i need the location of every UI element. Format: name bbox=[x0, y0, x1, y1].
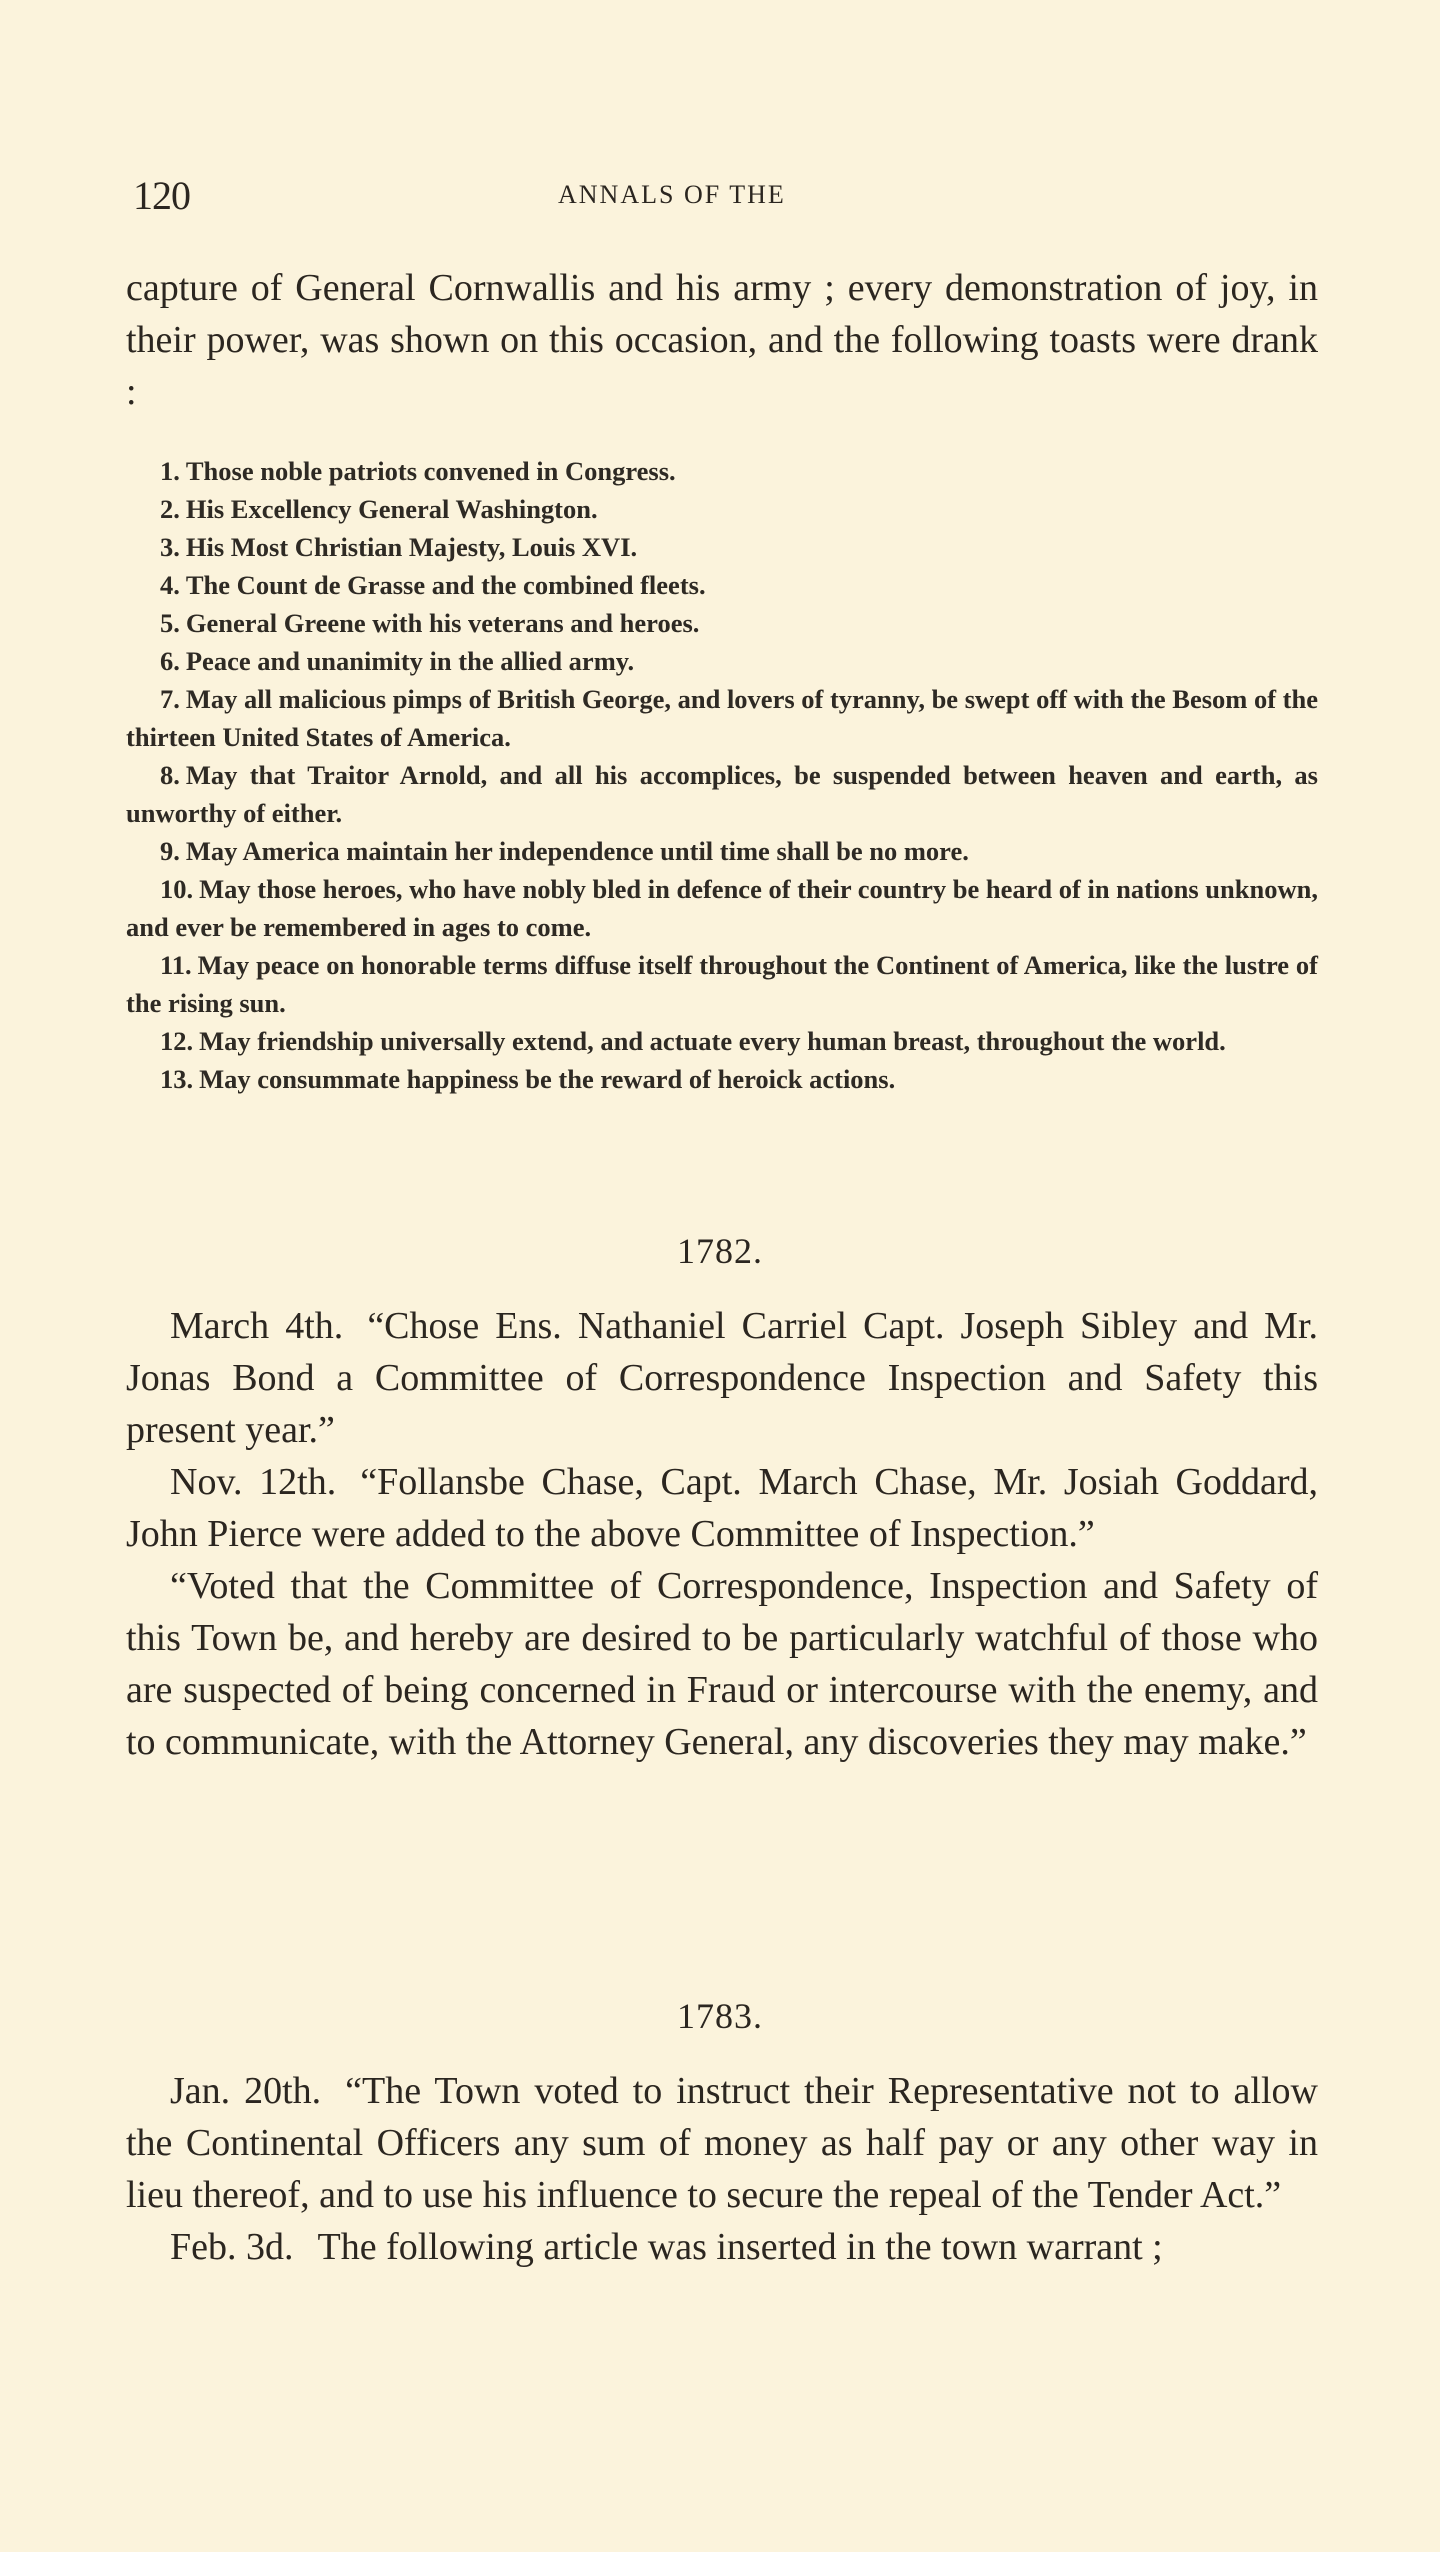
entry-date: Feb. 3d. bbox=[170, 2226, 294, 2268]
paragraph: Feb. 3d. The following article was inserted in the town warrant ; bbox=[170, 2226, 1163, 2268]
year-heading-1782: 1782. bbox=[677, 1231, 763, 1271]
section-1782 bbox=[126, 1300, 1318, 1768]
list-item: 5. General Greene with his veterans and heroes. bbox=[160, 608, 700, 638]
list-item: 8. May that Traitor Arnold, and all his accomplices, be suspended between heaven and earth, as unworthy of either. bbox=[126, 760, 1318, 828]
page-number: 120 bbox=[133, 173, 190, 218]
list-item: 4. The Count de Grasse and the combined fleets. bbox=[160, 570, 706, 600]
entry-date: Jan. 20th. bbox=[170, 2070, 322, 2112]
list-item: 10. May those heroes, who have nobly bled in defence of their country be heard of in nations unknown, and ever be remembered in ages to come. bbox=[126, 874, 1318, 942]
intro-paragraph: capture of General Cornwallis and his army ; every demonstration of joy, in their power, was shown on this occasion, and the following toasts were drank : bbox=[126, 267, 1318, 413]
section-1783 bbox=[126, 2065, 1318, 2273]
list-item: 11. May peace on honorable terms diffuse itself throughout the Continent of America, like the lustre of the rising sun. bbox=[126, 950, 1318, 1018]
running-title: ANNALS OF THE bbox=[558, 180, 786, 209]
running-head bbox=[133, 172, 1313, 222]
list-item: 9. May America maintain her independence until time shall be no more. bbox=[160, 836, 969, 866]
year-heading-1783: 1783. bbox=[677, 1996, 763, 2036]
list-item: 7. May all malicious pimps of British George, and lovers of tyranny, be swept off with the Besom of the thirteen United States of America. bbox=[126, 684, 1318, 752]
list-item: 12. May friendship universally extend, and actuate every human breast, throughout the world. bbox=[160, 1026, 1226, 1056]
paragraph: March 4th. “Chose Ens. Nathaniel Carriel Capt. Joseph Sibley and Mr. Jonas Bond a Committee of Correspondence Inspection and Safety this present year.” bbox=[126, 1305, 1319, 1451]
paragraph: Jan. 20th. “The Town voted to instruct their Representative not to allow the Continental Officers any sum of money as half pay or any other way in lieu thereof, and to use his influence to secure the repeal of the Tender Act.” bbox=[126, 2070, 1318, 2216]
paragraph: Nov. 12th. “Follansbe Chase, Capt. March Chase, Mr. Josiah Goddard, John Pierce were added to the above Committee of Inspection.” bbox=[126, 1461, 1318, 1555]
paragraph: “Voted that the Committee of Correspondence, Inspection and Safety of this Town be, and hereby are desired to be particularly watchful of those who are suspected of being concerned in Fraud or intercourse with the enemy, and to communicate, with the Attorney General, any discoveries they may make.” bbox=[126, 1565, 1318, 1763]
list-item: 13. May consummate happiness be the reward of heroick actions. bbox=[160, 1064, 896, 1094]
list-item: 2. His Excellency General Washington. bbox=[160, 494, 598, 524]
entry-date: Nov. 12th. bbox=[170, 1461, 337, 1503]
list-item: 3. His Most Christian Majesty, Louis XVI. bbox=[160, 532, 638, 562]
toast-list bbox=[126, 452, 1318, 1098]
list-item: 1. Those noble patriots convened in Congress. bbox=[160, 456, 676, 486]
entry-date: March 4th. bbox=[170, 1305, 344, 1347]
list-item: 6. Peace and unanimity in the allied army. bbox=[160, 646, 635, 676]
